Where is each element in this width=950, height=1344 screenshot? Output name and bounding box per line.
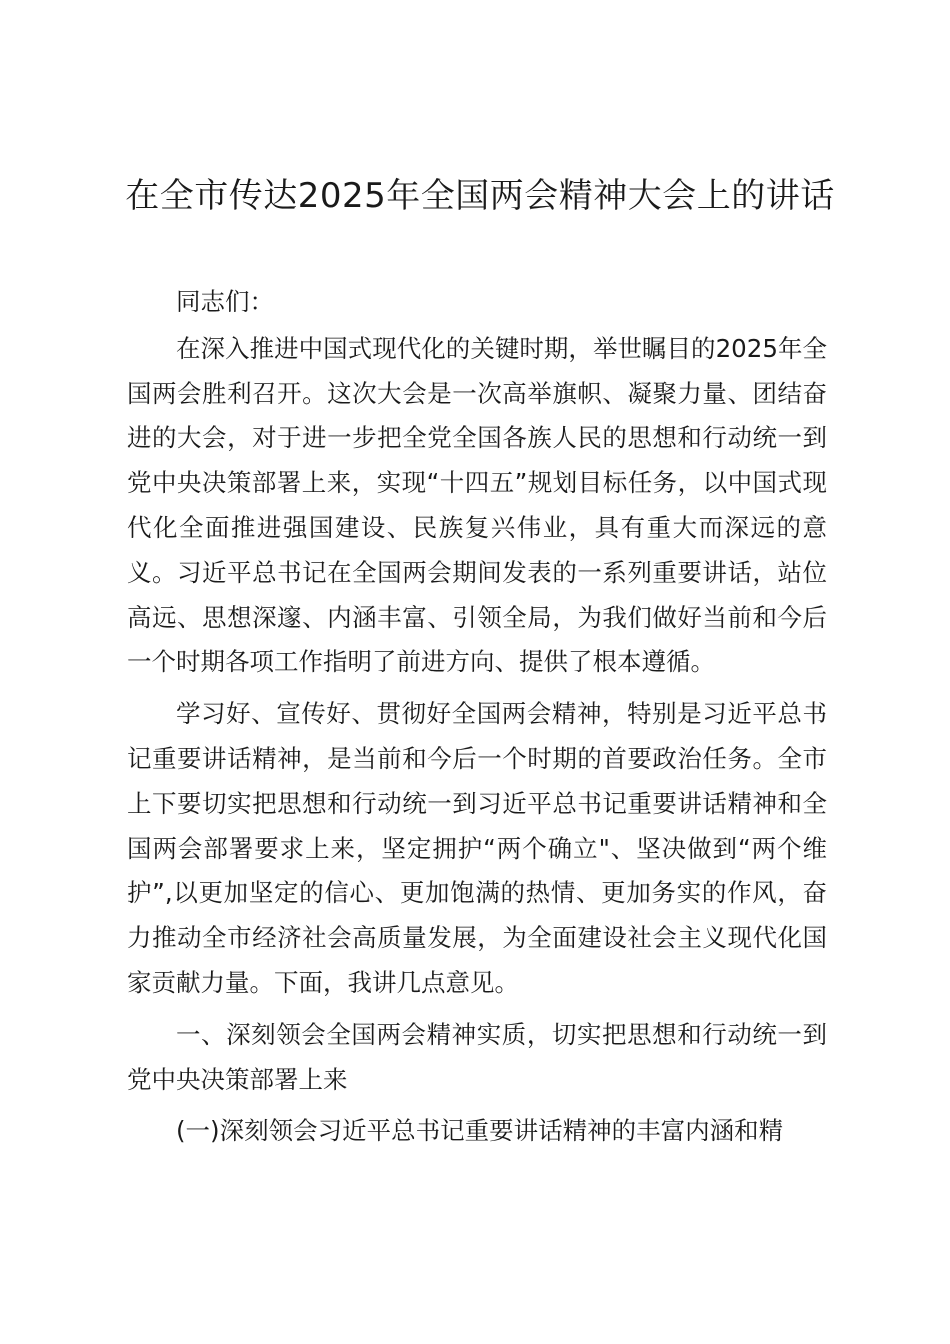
paragraph-2: 学习好、宣传好、贯彻好全国两会精神，特别是习近平总书记重要讲话精神，是当前和今后一个时期的首要政治任务。全市上下要切实把思想和行动统一到习近平总书记重要讲话精神和全国两会部署要求上来，坚定拥护“两个确立"、坚决做到“两个维护”,以更加坚定的信心、更加饱满的热情、更加务实的作风，奋力推动全市经济社会高质量发展，为全面建设社会主义现代化国家贡献力量。下面，我讲几点意见。 (127, 699, 827, 997)
document-body (127, 280, 827, 1161)
document-title: 在全市传达2025年全国两会精神大会上的讲话 (125, 176, 835, 216)
subsection-heading-1: (一)深刻领会习近平总书记重要讲话精神的丰富内涵和精 (176, 1116, 784, 1146)
section-heading-1: 一、深刻领会全国两会精神实质，切实把思想和行动统一到党中央决策部署上来 (127, 1019, 827, 1094)
paragraph-1: 在深入推进中国式现代化的关键时期，举世瞩目的2025年全国两会胜利召开。这次大会是一次高举旗帜、凝聚力量、团结奋进的大会，对于进一步把全党全国各族人民的思想和行动统一到党中央决策部署上来，实现“十四五”规划目标任务，以中国式现代化全面推进强国建设、民族复兴伟业，具有重大而深远的意义。习近平总书记在全国两会期间发表的一系列重要讲话，站位高远、思想深邃、内涵丰富、引领全局，为我们做好当前和今后一个时期各项工作指明了前进方向、提供了根本遵循。 (127, 333, 827, 677)
salutation: 同志们： (176, 287, 274, 316)
